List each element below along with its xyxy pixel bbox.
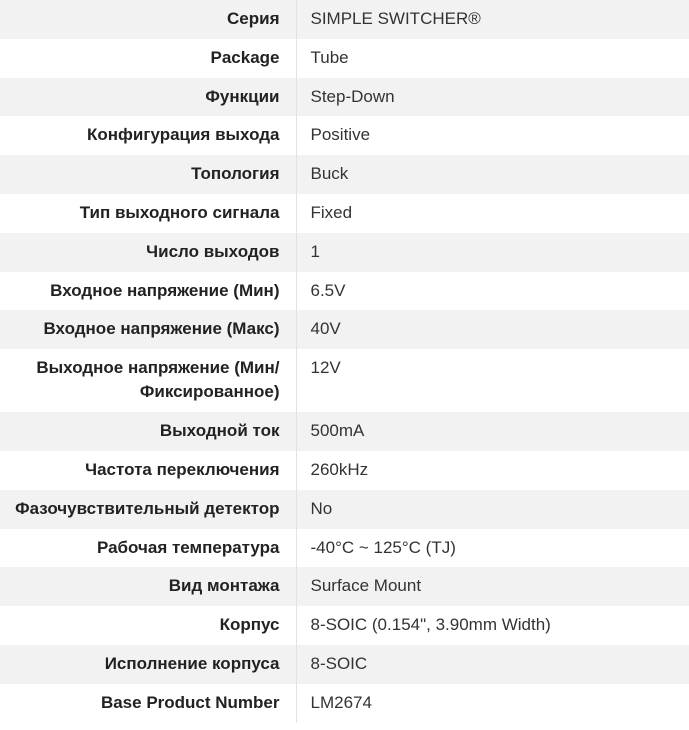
spec-label: Рабочая температура [0, 529, 296, 568]
spec-value: 1 [296, 233, 689, 272]
spec-row-input-voltage-min [0, 272, 689, 311]
spec-row-supplier-device-package [0, 645, 689, 684]
spec-row-output-voltage [0, 349, 689, 412]
spec-row-number-of-outputs [0, 233, 689, 272]
spec-label: Конфигурация выхода [0, 116, 296, 155]
spec-value: Positive [296, 116, 689, 155]
spec-value: SIMPLE SWITCHER® [296, 0, 689, 39]
spec-label: Выходной ток [0, 412, 296, 451]
spec-label: Входное напряжение (Мин) [0, 272, 296, 311]
spec-value: Step-Down [296, 78, 689, 117]
spec-label: Функции [0, 78, 296, 117]
spec-row-package-case [0, 606, 689, 645]
spec-value: 8-SOIC (0.154", 3.90mm Width) [296, 606, 689, 645]
spec-value: 260kHz [296, 451, 689, 490]
spec-row-functions [0, 78, 689, 117]
spec-row-output-type [0, 194, 689, 233]
spec-label: Base Product Number [0, 684, 296, 723]
spec-label: Выходное напряжение (Мин/ Фиксированное) [0, 349, 296, 412]
spec-value: Buck [296, 155, 689, 194]
spec-label: Package [0, 39, 296, 78]
spec-label: Тип выходного сигнала [0, 194, 296, 233]
spec-row-topology [0, 155, 689, 194]
spec-value: -40°C ~ 125°C (TJ) [296, 529, 689, 568]
spec-row-operating-temperature [0, 529, 689, 568]
spec-value: Surface Mount [296, 567, 689, 606]
spec-label: Входное напряжение (Макс) [0, 310, 296, 349]
spec-row-mounting-type [0, 567, 689, 606]
spec-label: Частота переключения [0, 451, 296, 490]
spec-value: Fixed [296, 194, 689, 233]
spec-row-switching-frequency [0, 451, 689, 490]
spec-label: Топология [0, 155, 296, 194]
spec-label: Вид монтажа [0, 567, 296, 606]
spec-value: Tube [296, 39, 689, 78]
spec-row-synchronous-rectifier [0, 490, 689, 529]
spec-row-output-current [0, 412, 689, 451]
spec-row-input-voltage-max [0, 310, 689, 349]
spec-label: Фазочувствительный детектор [0, 490, 296, 529]
spec-row-package [0, 39, 689, 78]
spec-label: Исполнение корпуса [0, 645, 296, 684]
spec-label: Серия [0, 0, 296, 39]
spec-value: 500mA [296, 412, 689, 451]
spec-row-series [0, 0, 689, 39]
spec-value: 12V [296, 349, 689, 412]
spec-value: 8-SOIC [296, 645, 689, 684]
spec-value: 6.5V [296, 272, 689, 311]
spec-label: Корпус [0, 606, 296, 645]
spec-row-base-product-number [0, 684, 689, 723]
spec-value: LM2674 [296, 684, 689, 723]
spec-row-output-configuration [0, 116, 689, 155]
spec-label: Число выходов [0, 233, 296, 272]
spec-value: 40V [296, 310, 689, 349]
spec-value: No [296, 490, 689, 529]
